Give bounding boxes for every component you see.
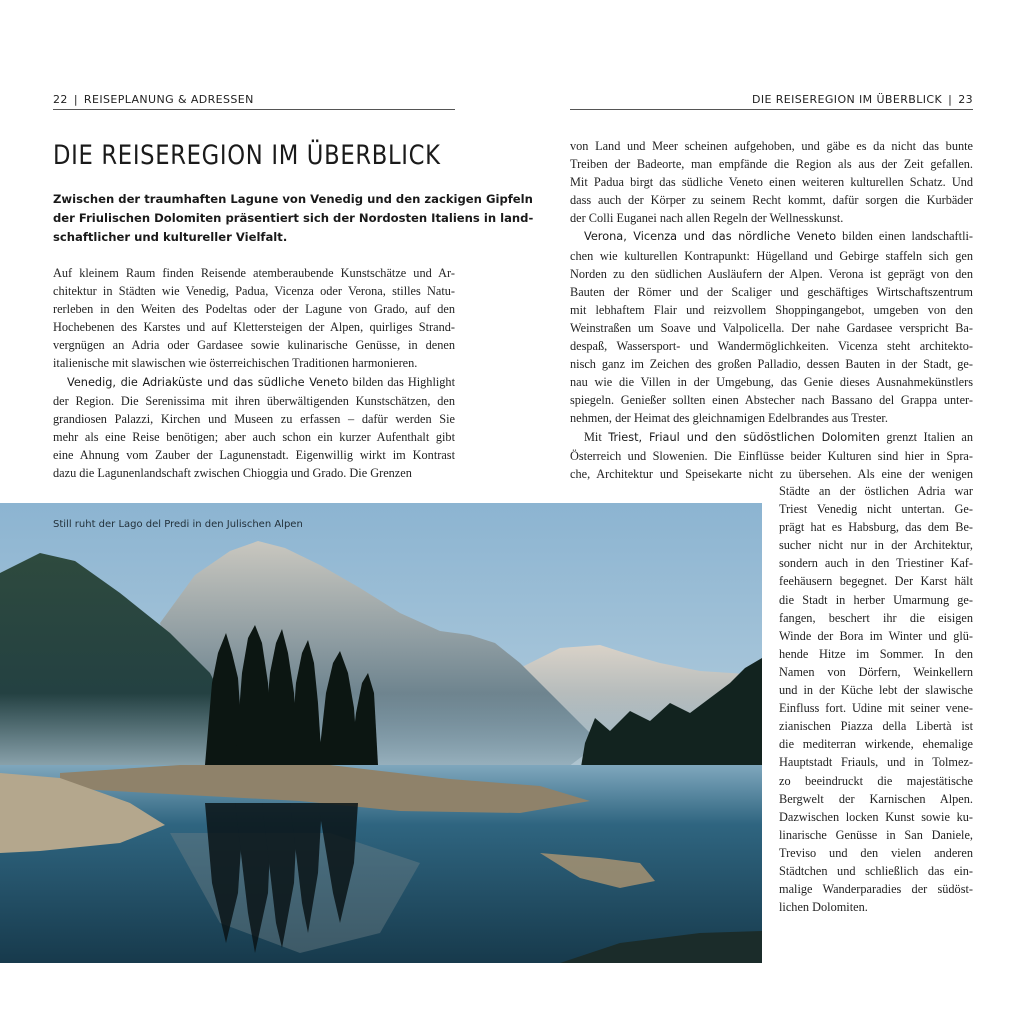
text-line: nau wie die Villen in der Umgebung, das Genie dieses Ausnahmekünstlers	[570, 375, 973, 390]
narrow-column-text	[779, 482, 973, 916]
text-line: sucher nicht nur in der Architektur,	[779, 538, 973, 553]
lead-line: der Friulischen Dolomiten präsentiert sich der Nordosten Italiens in land-	[53, 211, 534, 225]
text-line: Städte an der östlichen Adria war	[779, 484, 973, 498]
text-line: Bauten der Römer und der Scaliger und geschäftiges Wirtschaftszentrum	[570, 284, 973, 299]
text-line: zo beeindruckt die majestätische	[779, 773, 973, 788]
text-line: zianischen Piazza della Libertà ist	[779, 719, 973, 734]
text-line: nehmen, der Heimat des gleichnamigen Edelbrandes aus Trester.	[570, 411, 888, 426]
text-line	[53, 373, 455, 392]
header-separator: |	[73, 93, 78, 106]
bold-keyword: Venedig, die Adriaküste und das südliche Veneto	[67, 375, 349, 389]
text-line: lichen Dolomiten.	[779, 900, 868, 915]
text-line: sondern auch in den Triestiner Kaf-	[779, 556, 973, 571]
section-title-right: DIE REISEREGION IM ÜBERBLICK	[751, 93, 943, 106]
text-line: che, Architektur und Speisekarte nicht zu übersehen. Als eine der wenigen	[570, 466, 973, 481]
text-line: feehäusern begegnet. Der Karst hält	[779, 574, 973, 589]
lake-photo	[0, 503, 762, 963]
text-line: italienische mit slawischen wie österreichischen Traditionen harmonieren.	[53, 356, 418, 371]
section-title-left: REISEPLANUNG & ADRESSEN	[83, 93, 254, 106]
text-line: despaß, Wassersport- und Wandermöglichkeiten. Vicenza steht architekto-	[570, 339, 973, 354]
header-separator: |	[948, 93, 953, 106]
text-line: der Region. Die Serenissima mit ihren überwältigenden Kunstschätzen, den	[53, 393, 455, 408]
text-run: grenzt Italien an	[879, 429, 973, 444]
text-line: die Stadt in herber Umarmung ge-	[779, 592, 973, 607]
lead-paragraph	[53, 190, 534, 247]
text-line: Treiben der Badeorte, man empfände die Region als aus der Zeit gefallen.	[570, 157, 973, 172]
text-line: der Colli Euganei nach allen Regeln der Wellnesskunst.	[570, 211, 844, 226]
text-line: prägt hat es Habsburg, das dem Be-	[779, 520, 973, 535]
text-line: fangen, beschert ihr die eisigen	[779, 610, 973, 625]
text-line: Treviso und den vielen anderen	[779, 845, 973, 860]
text-line: Namen von Dörfern, Weinkellern	[779, 664, 973, 679]
text-line: hende Hitze im Sommer. In den	[779, 646, 973, 661]
bold-keyword: Verona, Vicenza und das nördliche Veneto	[584, 230, 837, 244]
text-line: nisch ganz im Zeichen des großen Palladio, dessen Bauten in der Stadt, ge-	[570, 357, 973, 372]
text-line: Städtchen und schließlich das ein-	[779, 863, 973, 878]
text-run: Mit	[584, 429, 609, 444]
text-line: mehr als eine Reise benötigen; aber auch schon ein kurzer Aufenthalt gibt	[53, 429, 455, 444]
photo-caption: Still ruht der Lago del Predi in den Julischen Alpen	[53, 519, 303, 530]
text-line: von Land und Meer scheinen aufgehoben, und gäbe es da nicht das bunte	[570, 139, 973, 153]
text-line: Mit Padua birgt das südliche Veneto einen weiteren kulturellen Schatz. Und	[570, 175, 973, 190]
text-line: chitektur in Städten wie Venedig, Padua, Vicenza oder Verona, stilles Natu-	[53, 284, 455, 299]
text-line: Triest Venedig nicht untertan. Ge-	[779, 502, 973, 517]
right-column-text	[570, 137, 973, 483]
text-line: Weinstraßen um Soave und Valpolicella. Der nahe Gardasee verspricht Ba-	[570, 320, 973, 335]
text-line: Auf kleinem Raum finden Reisende atemberaubende Kunstschätze und Ar-	[53, 266, 455, 280]
text-line: die mediterran wirkende, ehemalige	[779, 737, 973, 752]
text-line: rerleben in den Weiten des Podeltas oder der Lagune von Grado, auf den	[53, 302, 455, 317]
text-line: dass auch der Körper zu seinem Recht kommt, dafür sorgen die Kurbäder	[570, 193, 973, 208]
text-line: Hochebenen des Karstes und auf Klettersteigen der Alpen, quirliges Strand-	[53, 320, 455, 335]
running-header-left	[53, 93, 455, 110]
text-line: chen wie kulturellen Kontrapunkt: Hügelland und Gebirge staffeln sich gen	[570, 248, 973, 263]
text-line: linarische Genüsse in San Daniele,	[779, 827, 973, 842]
lead-line: Zwischen der traumhaften Lagune von Venedig und den zackigen Gipfeln	[53, 192, 533, 206]
text-line: Dazwischen locken Kunst sowie ku-	[779, 809, 973, 824]
text-line: Winde der Bora im Winter und glü-	[779, 628, 973, 643]
page-number-left: 22	[53, 93, 68, 106]
text-line: eine Ahnung vom Zauber der Lagunenstadt. Eigenwillig wirkt im Kontrast	[53, 447, 455, 462]
bold-keyword: Triest, Friaul und den südöstlichen Dolomiten	[608, 430, 880, 444]
text-line: dazu die Lagunenlandschaft zwischen Chioggia und Grado. Die Grenzen	[53, 466, 412, 481]
text-line: Hauptstadt Friauls, und in Tolmez-	[779, 755, 973, 770]
text-line: Norden zu den südlichen Ausläufern der Alpen. Verona ist geprägt von den	[570, 266, 973, 281]
page-number-right: 23	[958, 93, 973, 106]
text-line	[570, 227, 973, 246]
text-line	[570, 428, 973, 447]
text-line: Einfluss fort. Udine mit seiner vene-	[779, 701, 973, 716]
text-line: mit lebhaftem Flair und reizvollem Shoppingangebot, umgeben von den	[570, 302, 973, 317]
text-line: malige Wanderparadies der südöst-	[779, 882, 973, 897]
text-line: grandiosen Palazzi, Kirchen und Museen zu erfassen – dafür werden Sie	[53, 411, 455, 426]
lead-line: schaftlicher und kultureller Vielfalt.	[53, 230, 288, 244]
text-run: bilden das Highlight	[348, 374, 455, 389]
running-header-right	[570, 93, 973, 110]
text-line: vergnügen an Adria oder Gardasee sowie kulinarische Genüsse, in denen	[53, 338, 455, 353]
text-line: Österreich und Slowenien. Die Einflüsse beider Kulturen sind hier in Spra-	[570, 448, 973, 463]
text-line: und in der Küche lebt der slawische	[779, 683, 973, 698]
text-line: Bergwelt der Karnischen Alpen.	[779, 791, 973, 806]
left-column-text	[53, 264, 455, 482]
text-run: bilden einen landschaftli-	[836, 229, 973, 244]
text-line: spiegeln. Genießer sollten einen Abstecher nach Bassano del Grappa unter-	[570, 393, 973, 408]
page-title: DIE REISEREGION IM ÜBERBLICK	[53, 140, 441, 171]
